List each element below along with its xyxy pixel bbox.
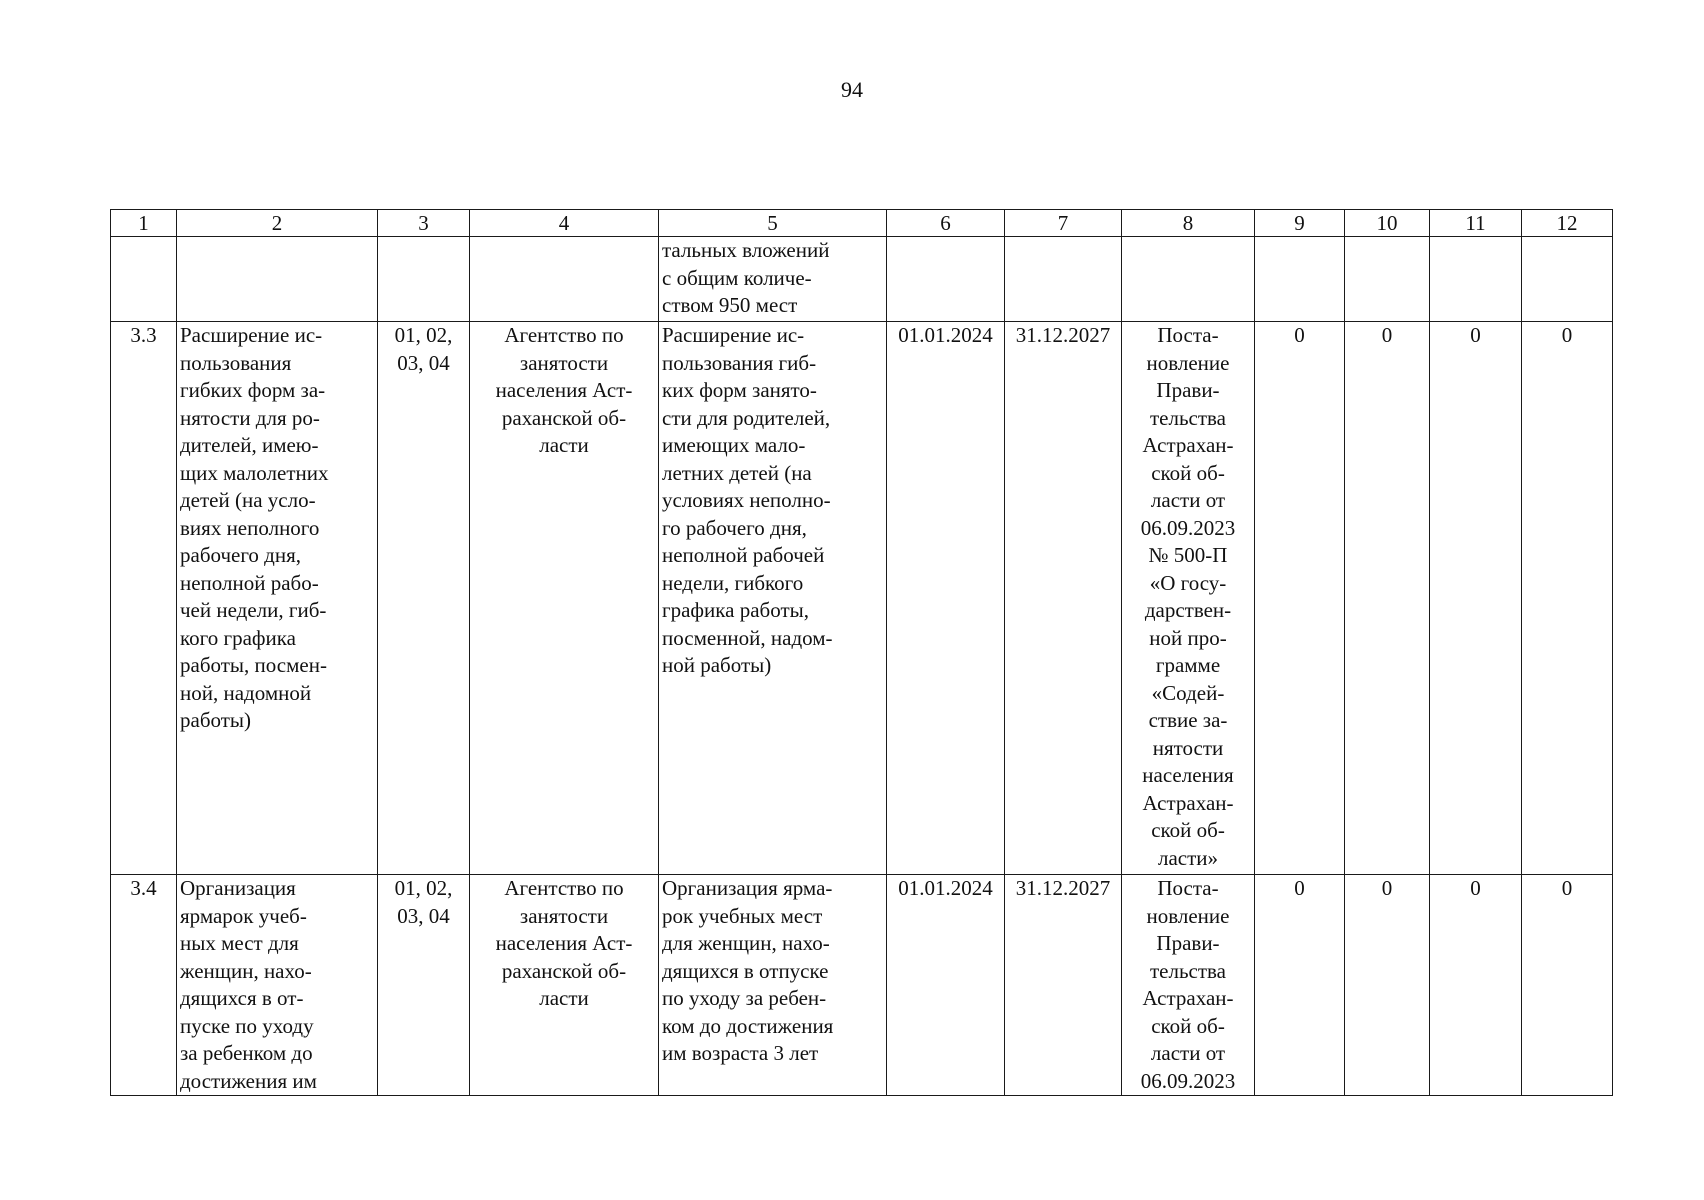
column-number-header: 12 bbox=[1522, 210, 1613, 237]
start-date-cell: 01.01.2024 bbox=[887, 322, 1005, 875]
table-cell bbox=[1255, 237, 1345, 322]
page-number: 94 bbox=[841, 77, 863, 102]
value-cell: 0 bbox=[1522, 322, 1613, 875]
end-date-cell: 31.12.2027 bbox=[1005, 322, 1122, 875]
value-cell: 0 bbox=[1345, 875, 1430, 1096]
column-number-header: 2 bbox=[177, 210, 378, 237]
end-date-cell: 31.12.2027 bbox=[1005, 875, 1122, 1096]
table-header-row bbox=[111, 210, 1613, 237]
executor-cell: Агентство по занятости населения Аст- раханской об- ласти bbox=[470, 322, 659, 875]
codes-cell: 01, 02, 03, 04 bbox=[378, 875, 470, 1096]
table-row-continuation bbox=[111, 237, 1613, 322]
table-cell bbox=[1345, 237, 1430, 322]
value-cell: 0 bbox=[1430, 322, 1522, 875]
program-measures-table bbox=[110, 209, 1613, 1096]
column-number-header: 10 bbox=[1345, 210, 1430, 237]
value-cell: 0 bbox=[1430, 875, 1522, 1096]
row-number-cell: 3.4 bbox=[111, 875, 177, 1096]
executor-cell: Агентство по занятости населения Аст- раханской об- ласти bbox=[470, 875, 659, 1096]
value-cell: 0 bbox=[1345, 322, 1430, 875]
column-number-header: 3 bbox=[378, 210, 470, 237]
table-cell bbox=[111, 237, 177, 322]
table-cell bbox=[887, 237, 1005, 322]
start-date-cell: 01.01.2024 bbox=[887, 875, 1005, 1096]
column-number-header: 4 bbox=[470, 210, 659, 237]
result-cell-continued: тальных вложений с общим количе- ством 950 мест bbox=[659, 237, 887, 322]
result-cell: Организация ярма- рок учебных мест для женщин, нахо- дящихся в отпуске по уходу за ребен- ком до достижения им возраста 3 лет bbox=[659, 875, 887, 1096]
column-number-header: 5 bbox=[659, 210, 887, 237]
document-cell: Поста- новление Прави- тельства Астрахан- ской об- ласти от 06.09.2023 bbox=[1122, 875, 1255, 1096]
measure-name-cell: Расширение ис- пользования гибких форм за- нятости для ро- дителей, имею- щих малолетних детей (на усло- виях неполного рабочего дня, неполной рабо- чей недели, гиб- кого графика работы, посмен- ной, надомной работы) bbox=[177, 322, 378, 875]
result-cell: Расширение ис- пользования гиб- ких форм занято- сти для родителей, имеющих мало- летних детей (на условиях неполно- го рабочего дня, неполной рабочей недели, гибкого графика работы, посменной, надом- ной работы) bbox=[659, 322, 887, 875]
table-cell bbox=[470, 237, 659, 322]
value-cell: 0 bbox=[1255, 875, 1345, 1096]
table-cell bbox=[177, 237, 378, 322]
value-cell: 0 bbox=[1255, 322, 1345, 875]
table-row bbox=[111, 875, 1613, 1096]
column-number-header: 6 bbox=[887, 210, 1005, 237]
table-cell bbox=[1430, 237, 1522, 322]
column-number-header: 8 bbox=[1122, 210, 1255, 237]
column-number-header: 7 bbox=[1005, 210, 1122, 237]
column-number-header: 11 bbox=[1430, 210, 1522, 237]
table-cell bbox=[1522, 237, 1613, 322]
codes-cell: 01, 02, 03, 04 bbox=[378, 322, 470, 875]
row-number-cell: 3.3 bbox=[111, 322, 177, 875]
table-row bbox=[111, 322, 1613, 875]
measure-name-cell: Организация ярмарок учеб- ных мест для женщин, нахо- дящихся в от- пуске по уходу за ребенком до достижения им bbox=[177, 875, 378, 1096]
column-number-header: 9 bbox=[1255, 210, 1345, 237]
table-cell bbox=[378, 237, 470, 322]
document-cell: Поста- новление Прави- тельства Астрахан- ской об- ласти от 06.09.2023 № 500-П «О госу- дарствен- ной про- грамме «Содей- ствие за- нятости населения Астрахан- ской об- ласти» bbox=[1122, 322, 1255, 875]
column-number-header: 1 bbox=[111, 210, 177, 237]
value-cell: 0 bbox=[1522, 875, 1613, 1096]
table-cell bbox=[1122, 237, 1255, 322]
table-cell bbox=[1005, 237, 1122, 322]
